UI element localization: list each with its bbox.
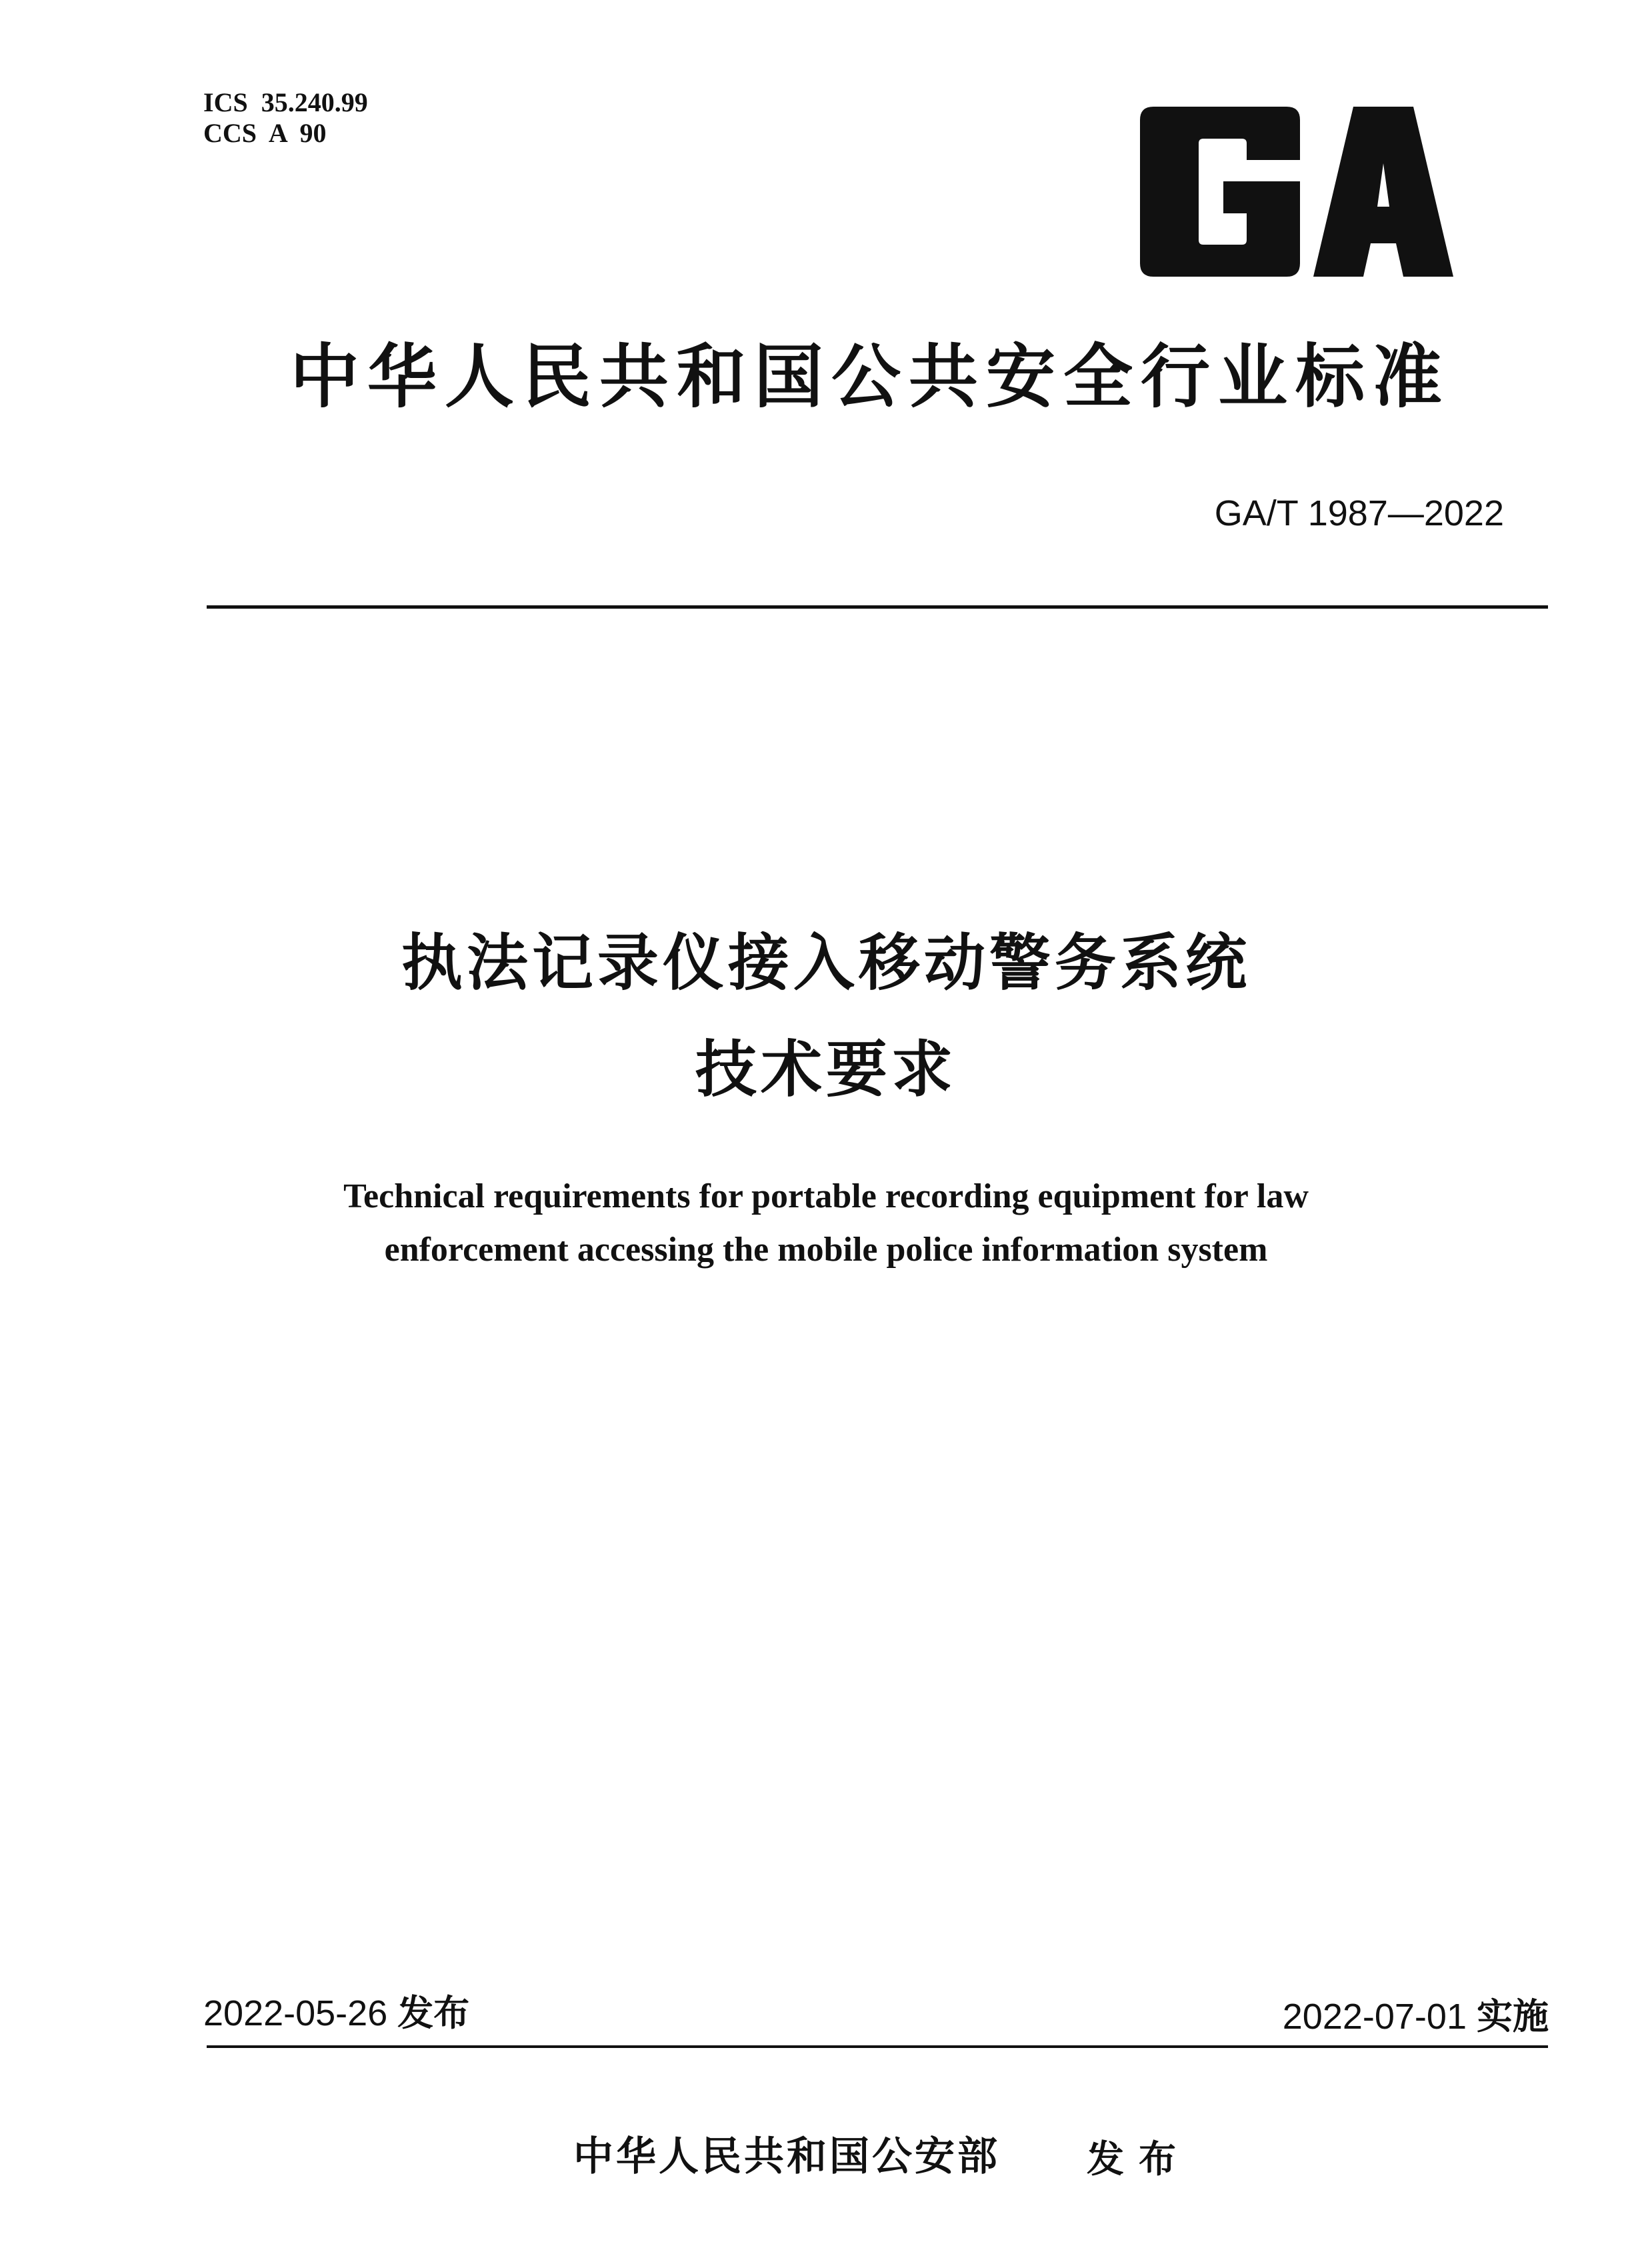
effective-label: 实施 (1477, 1995, 1549, 2037)
ics-code: ICS 35.240.99 (203, 87, 368, 117)
english-title-line-1: Technical requirements for portable recording equipment for law (343, 1177, 1309, 1215)
chinese-title-line-1: 执法记录仪接入移动警务系统 (401, 927, 1251, 999)
ccs-code: CCS A 90 (203, 118, 327, 148)
issuer-name: 中华人民共和国公安部 (573, 2133, 1000, 2180)
ga-logo-g (1140, 107, 1300, 277)
issuer-action: 发布 (1087, 2138, 1191, 2181)
chinese-title-line-2: 技术要求 (695, 1034, 957, 1105)
footer-divider (207, 2045, 1548, 2048)
header-divider (207, 605, 1548, 609)
release-date: 2022-05-26 (203, 1993, 388, 2033)
english-title-line-2: enforcement accessing the mobile police information system (384, 1231, 1268, 1269)
ga-logo-a (1313, 107, 1453, 277)
release-date-block (203, 1990, 469, 2037)
release-label: 发布 (397, 1992, 470, 2034)
effective-date: 2022-07-01 (1282, 1997, 1467, 2037)
standard-category-title: 中华人民共和国公共安全行业标准 (289, 336, 1450, 417)
effective-date-block (1283, 1993, 1549, 2040)
ga-logo (1133, 107, 1453, 277)
standard-code: GA/T 1987—2022 (1214, 493, 1504, 533)
